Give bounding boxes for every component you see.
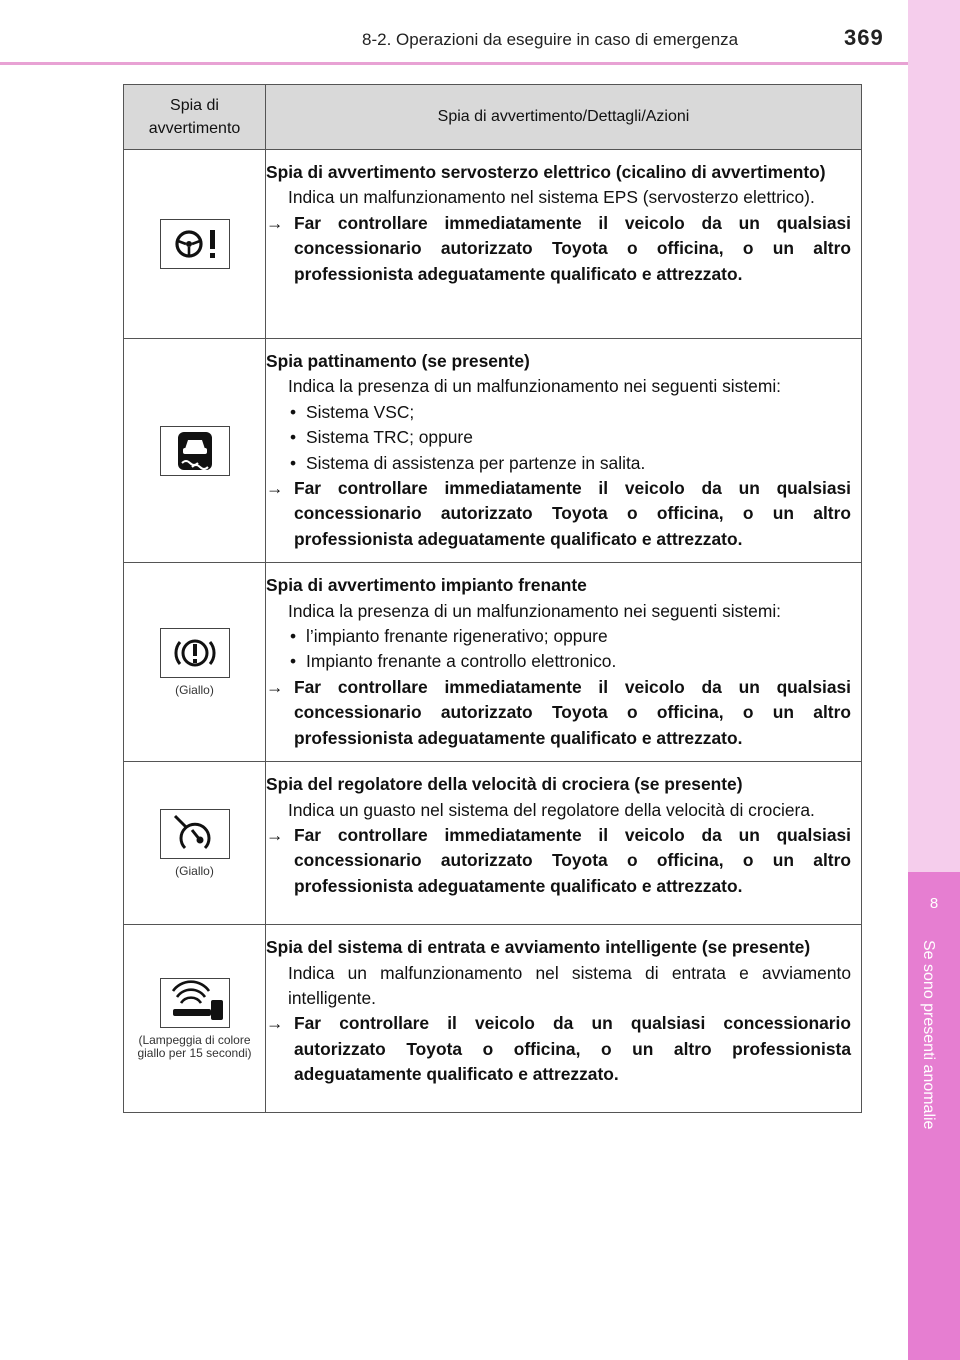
icon-caption: (Lampeggia di colore giallo per 15 secondi): [137, 1032, 252, 1060]
table-row: [124, 339, 862, 563]
table-row: [124, 925, 862, 1113]
icon-cell: [124, 150, 266, 339]
details-cell: [266, 762, 862, 925]
details-cell: [266, 563, 862, 762]
section-title: 8-2. Operazioni da eseguire in caso di emergenza: [362, 30, 739, 49]
details-cell: [266, 925, 862, 1113]
header-divider: [0, 62, 908, 65]
column-header-icon: Spia di avvertimento: [124, 85, 266, 150]
warning-action: → Far controllare immediatamente il veicolo da un qualsiasi concessionario autorizzato Toyota o officina, o un altro professionista adeguatamente qualificato e attrezzato.: [266, 823, 851, 899]
chapter-number: 8: [929, 895, 939, 912]
icon-cell: [124, 339, 266, 563]
warning-action: → Far controllare immediatamente il veicolo da un qualsiasi concessionario autorizzato Toyota o officina, o un altro professionista adeguatamente qualificato e attrezzato.: [266, 476, 851, 552]
icon-cell: [124, 925, 266, 1113]
brake-system-icon: [160, 628, 230, 678]
warning-description: Indica la presenza di un malfunzionamento nei seguenti sistemi:: [288, 376, 782, 397]
warning-description: Indica la presenza di un malfunzionamento nei seguenti sistemi:: [288, 600, 782, 621]
warning-title: Spia pattinamento (se presente): [266, 351, 530, 371]
warning-description: Indica un malfunzionamento nel sistema EPS (servosterzo elettrico).: [288, 187, 815, 208]
warning-title: Spia del sistema di entrata e avviamento intelligente (se presente): [266, 937, 811, 958]
chapter-title: Se sono presenti anomalie: [920, 940, 937, 1130]
icon-cell: [124, 762, 266, 925]
table-header-row: [124, 85, 862, 150]
icon-caption: (Giallo): [175, 863, 214, 878]
column-header-details: Spia di avvertimento/Dettagli/Azioni: [266, 85, 862, 150]
details-cell: [266, 339, 862, 563]
table-row: [124, 563, 862, 762]
cruise-control-icon: [160, 809, 230, 859]
warning-action: → Far controllare immediatamente il veicolo da un qualsiasi concessionario autorizzato Toyota o officina, o un altro professionista adeguatamente qualificato e attrezzato.: [266, 211, 851, 287]
list-item: • Sistema di assistenza per partenze in salita.: [288, 451, 851, 476]
list-item: • Sistema TRC; oppure: [288, 425, 851, 450]
list-item: • l’impianto frenante rigenerativo; oppure: [288, 624, 851, 649]
warning-title: Spia del regolatore della velocità di crociera (se presente): [266, 774, 743, 795]
warning-system-list: [288, 624, 851, 675]
list-item: • Sistema VSC;: [288, 400, 851, 425]
icon-cell: [124, 563, 266, 762]
warning-description: Indica un guasto nel sistema del regolatore della velocità di crociera.: [288, 799, 815, 820]
smart-key-icon: [160, 978, 230, 1028]
warning-action: → Far controllare il veicolo da un qualsiasi concessionario autorizzato Toyota o officina, o un altro professionista adeguatamente qualificato e attrezzato.: [266, 1011, 851, 1087]
warning-lights-table: [123, 84, 862, 1113]
warning-title: Spia di avvertimento impianto frenante: [266, 575, 587, 596]
side-tab-background: [908, 0, 960, 872]
icon-caption: (Giallo): [175, 682, 214, 697]
table-row: [124, 762, 862, 925]
details-cell: [266, 150, 862, 339]
table-row: [124, 150, 862, 339]
warning-description: Indica un malfunzionamento nel sistema di entrata e avviamento intelligente.: [288, 962, 851, 1008]
warning-title: Spia di avvertimento servosterzo elettrico (cicalino di avvertimento): [266, 162, 826, 182]
warning-action: → Far controllare immediatamente il veicolo da un qualsiasi concessionario autorizzato Toyota o officina, o un altro professionista adeguatamente qualificato e attrezzato.: [266, 675, 851, 751]
list-item: • Impianto frenante a controllo elettronico.: [288, 649, 851, 674]
steering-warning-icon: [160, 219, 230, 269]
page-number: 369: [844, 25, 884, 50]
slip-indicator-icon: [160, 426, 230, 476]
warning-system-list: [288, 400, 851, 476]
